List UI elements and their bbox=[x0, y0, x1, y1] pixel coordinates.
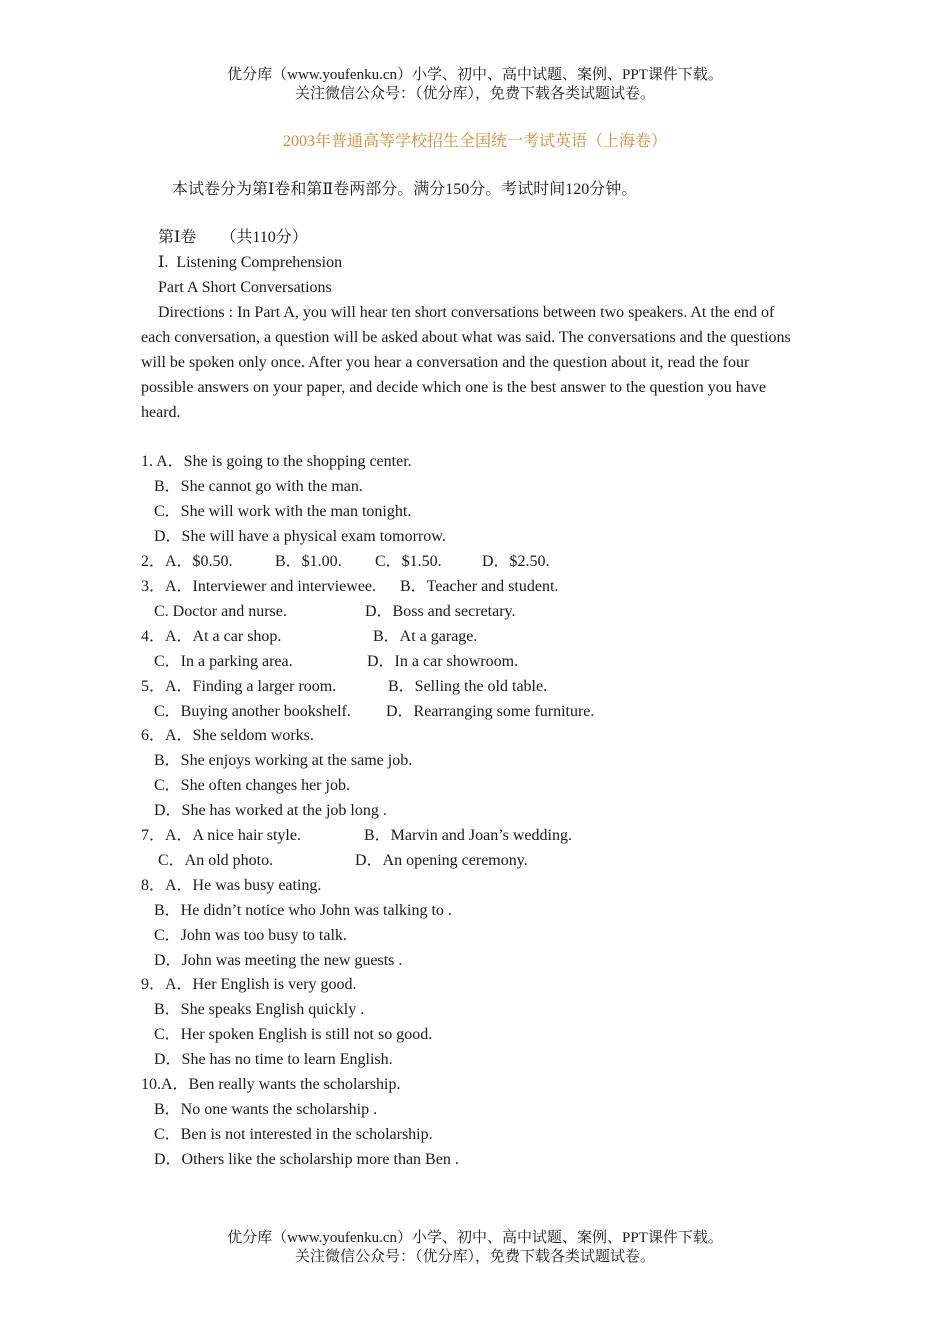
q4-option-a: 4．A．At a car shop. bbox=[141, 628, 282, 645]
q7-option-b: B．Marvin and Joan’s wedding. bbox=[364, 827, 572, 844]
q4-option-b: B．At a garage. bbox=[373, 628, 478, 645]
q4-option-c: C．In a parking area. bbox=[154, 653, 293, 670]
q1-option-c: C．She will work with the man tonight. bbox=[154, 503, 412, 520]
q5-option-d: D．Rearranging some furniture. bbox=[386, 703, 595, 720]
directions-paragraph: Directions : In Part A, you will hear ten short conversations between two speakers. At the end of each conversation, a question will be asked about what was said. The conversations and the questions will be spoken only once. After you hear a conversation and the question about it, read the four possible answers on your paper, and decide which one is the best answer to the question you have heard. bbox=[141, 304, 791, 421]
q2-option-c: C．$1.50. bbox=[375, 553, 442, 570]
header-line-2: 关注微信公众号：（优分库），免费下载各类试题试卷。 bbox=[294, 86, 655, 102]
q9-option-a: 9．A．Her English is very good. bbox=[141, 976, 357, 993]
q4-option-d: D．In a car showroom. bbox=[367, 653, 519, 670]
q10-option-d: D．Others like the scholarship more than Ben . bbox=[154, 1151, 459, 1168]
q6-option-d: D．She has worked at the job long . bbox=[154, 802, 387, 819]
q5-option-b: B．Selling the old table. bbox=[388, 678, 548, 695]
q2-option-a: 2．A．$0.50. bbox=[141, 553, 233, 570]
q9-option-c: C．Her spoken English is still not so good. bbox=[154, 1026, 433, 1043]
q5-option-c: C．Buying another bookshelf. bbox=[154, 703, 351, 720]
part-heading: Part A Short Conversations bbox=[158, 279, 332, 296]
q10-option-a: 10.A．Ben really wants the scholarship. bbox=[141, 1076, 401, 1093]
q8-option-a: 8．A．He was busy eating. bbox=[141, 877, 322, 894]
q3-option-c: C. Doctor and nurse. bbox=[154, 603, 287, 620]
q7-option-d: D．An opening ceremony. bbox=[355, 852, 528, 869]
q8-option-c: C．John was too busy to talk. bbox=[154, 927, 347, 944]
q3-option-b: B．Teacher and student. bbox=[400, 578, 559, 595]
q8-option-b: B．He didn’t notice who John was talking to . bbox=[154, 902, 452, 919]
q3-option-d: D．Boss and secretary. bbox=[365, 603, 516, 620]
footer-line-2: 关注微信公众号：（优分库），免费下载各类试题试卷。 bbox=[294, 1249, 655, 1265]
section-heading: Ⅰ. Listening Comprehension bbox=[158, 254, 343, 271]
q6-option-a: 6．A．She seldom works. bbox=[141, 727, 314, 744]
q3-option-a: 3．A．Interviewer and interviewee. bbox=[141, 578, 377, 595]
q10-option-c: C．Ben is not interested in the scholarship. bbox=[154, 1126, 433, 1143]
q10-option-b: B．No one wants the scholarship . bbox=[154, 1101, 378, 1118]
q1-option-b: B．She cannot go with the man. bbox=[154, 478, 363, 495]
q9-option-b: B．She speaks English quickly . bbox=[154, 1001, 365, 1018]
volume-heading: 第Ⅰ卷 （共110分） bbox=[158, 229, 308, 246]
q6-option-c: C．She often changes her job. bbox=[154, 777, 350, 794]
q7-option-c: C．An old photo. bbox=[158, 852, 274, 869]
footer-line-1: 优分库（www.youfenku.cn）小学、初中、高中试题、案例、PPT课件下载。 bbox=[227, 1230, 723, 1246]
q6-option-b: B．She enjoys working at the same job. bbox=[154, 752, 413, 769]
q2-option-d: D．$2.50. bbox=[482, 553, 550, 570]
intro-text: 本试卷分为第Ⅰ卷和第Ⅱ卷两部分。满分150分。考试时间120分钟。 bbox=[172, 181, 638, 198]
q2-option-b: B．$1.00. bbox=[275, 553, 342, 570]
q7-option-a: 7．A．A nice hair style. bbox=[141, 827, 301, 844]
document-title: 2003年普通高等学校招生全国统一考试英语（上海卷） bbox=[282, 133, 667, 150]
q1-option-d: D．She will have a physical exam tomorrow. bbox=[154, 528, 446, 545]
q1-option-a: 1. A．She is going to the shopping center. bbox=[141, 453, 412, 470]
q9-option-d: D．She has no time to learn English. bbox=[154, 1051, 393, 1068]
q8-option-d: D．John was meeting the new guests . bbox=[154, 952, 403, 969]
header-line-1: 优分库（www.youfenku.cn）小学、初中、高中试题、案例、PPT课件下载。 bbox=[227, 67, 723, 83]
q5-option-a: 5．A．Finding a larger room. bbox=[141, 678, 337, 695]
